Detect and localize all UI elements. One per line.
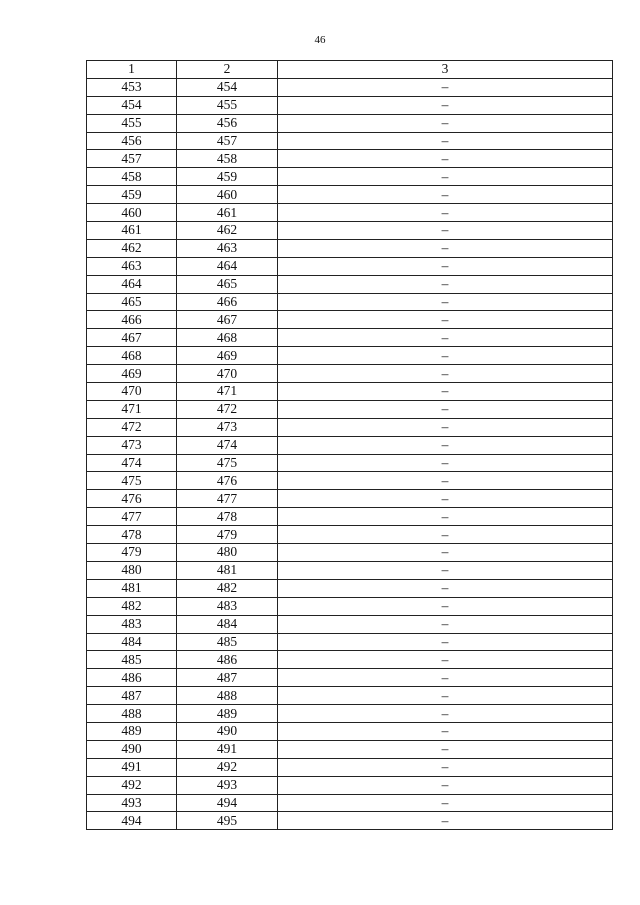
table-cell-col-3: – [278,454,613,472]
table-row [87,275,613,293]
table-cell-col-1: 470 [87,383,177,401]
table-cell-col-2: 486 [177,651,278,669]
table-cell-col-3: – [278,508,613,526]
table-cell-col-3: – [278,293,613,311]
table-cell-col-2: 472 [177,400,278,418]
table-row [87,418,613,436]
table-cell-col-2: 462 [177,222,278,240]
table-cell-col-3: – [278,740,613,758]
table-cell-col-3: – [278,579,613,597]
table-row [87,794,613,812]
table-cell-col-1: 489 [87,722,177,740]
table-cell-col-1: 456 [87,132,177,150]
table-cell-col-3: – [278,544,613,562]
table-cell-col-2: 489 [177,705,278,723]
table-row [87,78,613,96]
table-cell-col-1: 485 [87,651,177,669]
table-cell-col-1: 454 [87,96,177,114]
table-cell-col-1: 493 [87,794,177,812]
table-cell-col-1: 458 [87,168,177,186]
table-cell-col-2: 487 [177,669,278,687]
table-cell-col-3: – [278,365,613,383]
table-row [87,776,613,794]
table-cell-col-3: – [278,812,613,830]
table-cell-col-2: 457 [177,132,278,150]
table-cell-col-3: – [278,526,613,544]
table-cell-col-3: – [278,78,613,96]
table-cell-col-3: – [278,651,613,669]
table-cell-col-3: – [278,222,613,240]
data-table [86,60,613,830]
table-cell-col-2: 488 [177,687,278,705]
table-cell-col-1: 462 [87,239,177,257]
table-cell-col-1: 460 [87,204,177,222]
table-cell-col-1: 461 [87,222,177,240]
table-header-row [87,61,613,79]
table-row [87,329,613,347]
table-cell-col-2: 482 [177,579,278,597]
table-cell-col-2: 454 [177,78,278,96]
table-cell-col-1: 491 [87,758,177,776]
table-row [87,651,613,669]
table-cell-col-3: – [278,204,613,222]
table-row [87,347,613,365]
table-row [87,669,613,687]
table-row [87,96,613,114]
table-cell-col-2: 474 [177,436,278,454]
table-cell-col-2: 465 [177,275,278,293]
table-cell-col-3: – [278,472,613,490]
table-row [87,239,613,257]
table-cell-col-1: 492 [87,776,177,794]
table-cell-col-3: – [278,150,613,168]
table-cell-col-1: 473 [87,436,177,454]
table-cell-col-3: – [278,436,613,454]
table-cell-col-1: 464 [87,275,177,293]
table-cell-col-3: – [278,794,613,812]
table-cell-col-1: 478 [87,526,177,544]
table-cell-col-3: – [278,329,613,347]
table-cell-col-2: 495 [177,812,278,830]
column-header-3: 3 [278,61,613,79]
table-cell-col-2: 467 [177,311,278,329]
table-cell-col-2: 475 [177,454,278,472]
table-cell-col-3: – [278,168,613,186]
table-cell-col-3: – [278,383,613,401]
table-cell-col-1: 471 [87,400,177,418]
table-row [87,615,613,633]
table-cell-col-2: 470 [177,365,278,383]
table-cell-col-3: – [278,114,613,132]
table-row [87,186,613,204]
table-row [87,597,613,615]
table-cell-col-1: 482 [87,597,177,615]
table-row [87,561,613,579]
table-cell-col-1: 466 [87,311,177,329]
table-cell-col-3: – [278,400,613,418]
table-cell-col-3: – [278,615,613,633]
table-cell-col-3: – [278,776,613,794]
table-row [87,222,613,240]
table-cell-col-3: – [278,561,613,579]
table-cell-col-1: 474 [87,454,177,472]
table-cell-col-3: – [278,347,613,365]
table-cell-col-3: – [278,311,613,329]
table-cell-col-3: – [278,597,613,615]
table-cell-col-2: 466 [177,293,278,311]
table-cell-col-2: 480 [177,544,278,562]
table-row [87,508,613,526]
table-cell-col-3: – [278,418,613,436]
table-cell-col-2: 459 [177,168,278,186]
table-cell-col-2: 460 [177,186,278,204]
page-number: 46 [314,34,326,46]
table-row [87,400,613,418]
table-row [87,812,613,830]
table-row [87,722,613,740]
table-cell-col-1: 488 [87,705,177,723]
table-row [87,293,613,311]
table-row [87,544,613,562]
table-cell-col-1: 494 [87,812,177,830]
table-body [87,78,613,829]
table-cell-col-2: 477 [177,490,278,508]
table-cell-col-1: 479 [87,544,177,562]
table-cell-col-3: – [278,705,613,723]
table-cell-col-1: 477 [87,508,177,526]
table-cell-col-1: 467 [87,329,177,347]
table-cell-col-2: 463 [177,239,278,257]
table-cell-col-1: 465 [87,293,177,311]
table-cell-col-2: 481 [177,561,278,579]
column-header-1: 1 [87,61,177,79]
table-cell-col-3: – [278,669,613,687]
table-cell-col-3: – [278,96,613,114]
table-cell-col-3: – [278,758,613,776]
table-cell-col-2: 493 [177,776,278,794]
table-cell-col-1: 453 [87,78,177,96]
table-row [87,150,613,168]
table-cell-col-3: – [278,633,613,651]
table-cell-col-1: 481 [87,579,177,597]
table-cell-col-3: – [278,722,613,740]
table-cell-col-3: – [278,132,613,150]
table-row [87,633,613,651]
table-cell-col-1: 457 [87,150,177,168]
table-cell-col-2: 483 [177,597,278,615]
table-cell-col-1: 490 [87,740,177,758]
table-row [87,472,613,490]
table-cell-col-1: 480 [87,561,177,579]
table-cell-col-3: – [278,186,613,204]
table-cell-col-2: 492 [177,758,278,776]
table-cell-col-2: 473 [177,418,278,436]
table-cell-col-2: 469 [177,347,278,365]
table-cell-col-1: 463 [87,257,177,275]
table-cell-col-3: – [278,490,613,508]
table-cell-col-1: 483 [87,615,177,633]
table-row [87,436,613,454]
table-cell-col-1: 468 [87,347,177,365]
table-cell-col-3: – [278,257,613,275]
table-row [87,454,613,472]
table-row [87,132,613,150]
table-cell-col-2: 485 [177,633,278,651]
table-cell-col-1: 475 [87,472,177,490]
table-cell-col-2: 455 [177,96,278,114]
table-cell-col-1: 484 [87,633,177,651]
table-cell-col-1: 487 [87,687,177,705]
table-row [87,526,613,544]
table-cell-col-2: 478 [177,508,278,526]
table-row [87,579,613,597]
table-cell-col-2: 494 [177,794,278,812]
table-row [87,705,613,723]
table-cell-col-1: 459 [87,186,177,204]
table-row [87,257,613,275]
table-row [87,383,613,401]
table-cell-col-2: 479 [177,526,278,544]
table-cell-col-2: 464 [177,257,278,275]
table-row [87,365,613,383]
table-cell-col-3: – [278,687,613,705]
table-cell-col-1: 469 [87,365,177,383]
table-cell-col-3: – [278,275,613,293]
table-cell-col-2: 484 [177,615,278,633]
table-cell-col-2: 456 [177,114,278,132]
table-cell-col-2: 461 [177,204,278,222]
column-header-2: 2 [177,61,278,79]
table-cell-col-2: 468 [177,329,278,347]
table-cell-col-3: – [278,239,613,257]
table-cell-col-2: 490 [177,722,278,740]
table-cell-col-1: 455 [87,114,177,132]
table-row [87,740,613,758]
table-cell-col-2: 458 [177,150,278,168]
table-row [87,168,613,186]
table-cell-col-2: 491 [177,740,278,758]
table-cell-col-1: 476 [87,490,177,508]
table-row [87,490,613,508]
table-row [87,758,613,776]
table-row [87,687,613,705]
table-row [87,204,613,222]
table-cell-col-1: 472 [87,418,177,436]
table-cell-col-2: 471 [177,383,278,401]
table-row [87,311,613,329]
table-row [87,114,613,132]
table-cell-col-2: 476 [177,472,278,490]
table-cell-col-1: 486 [87,669,177,687]
